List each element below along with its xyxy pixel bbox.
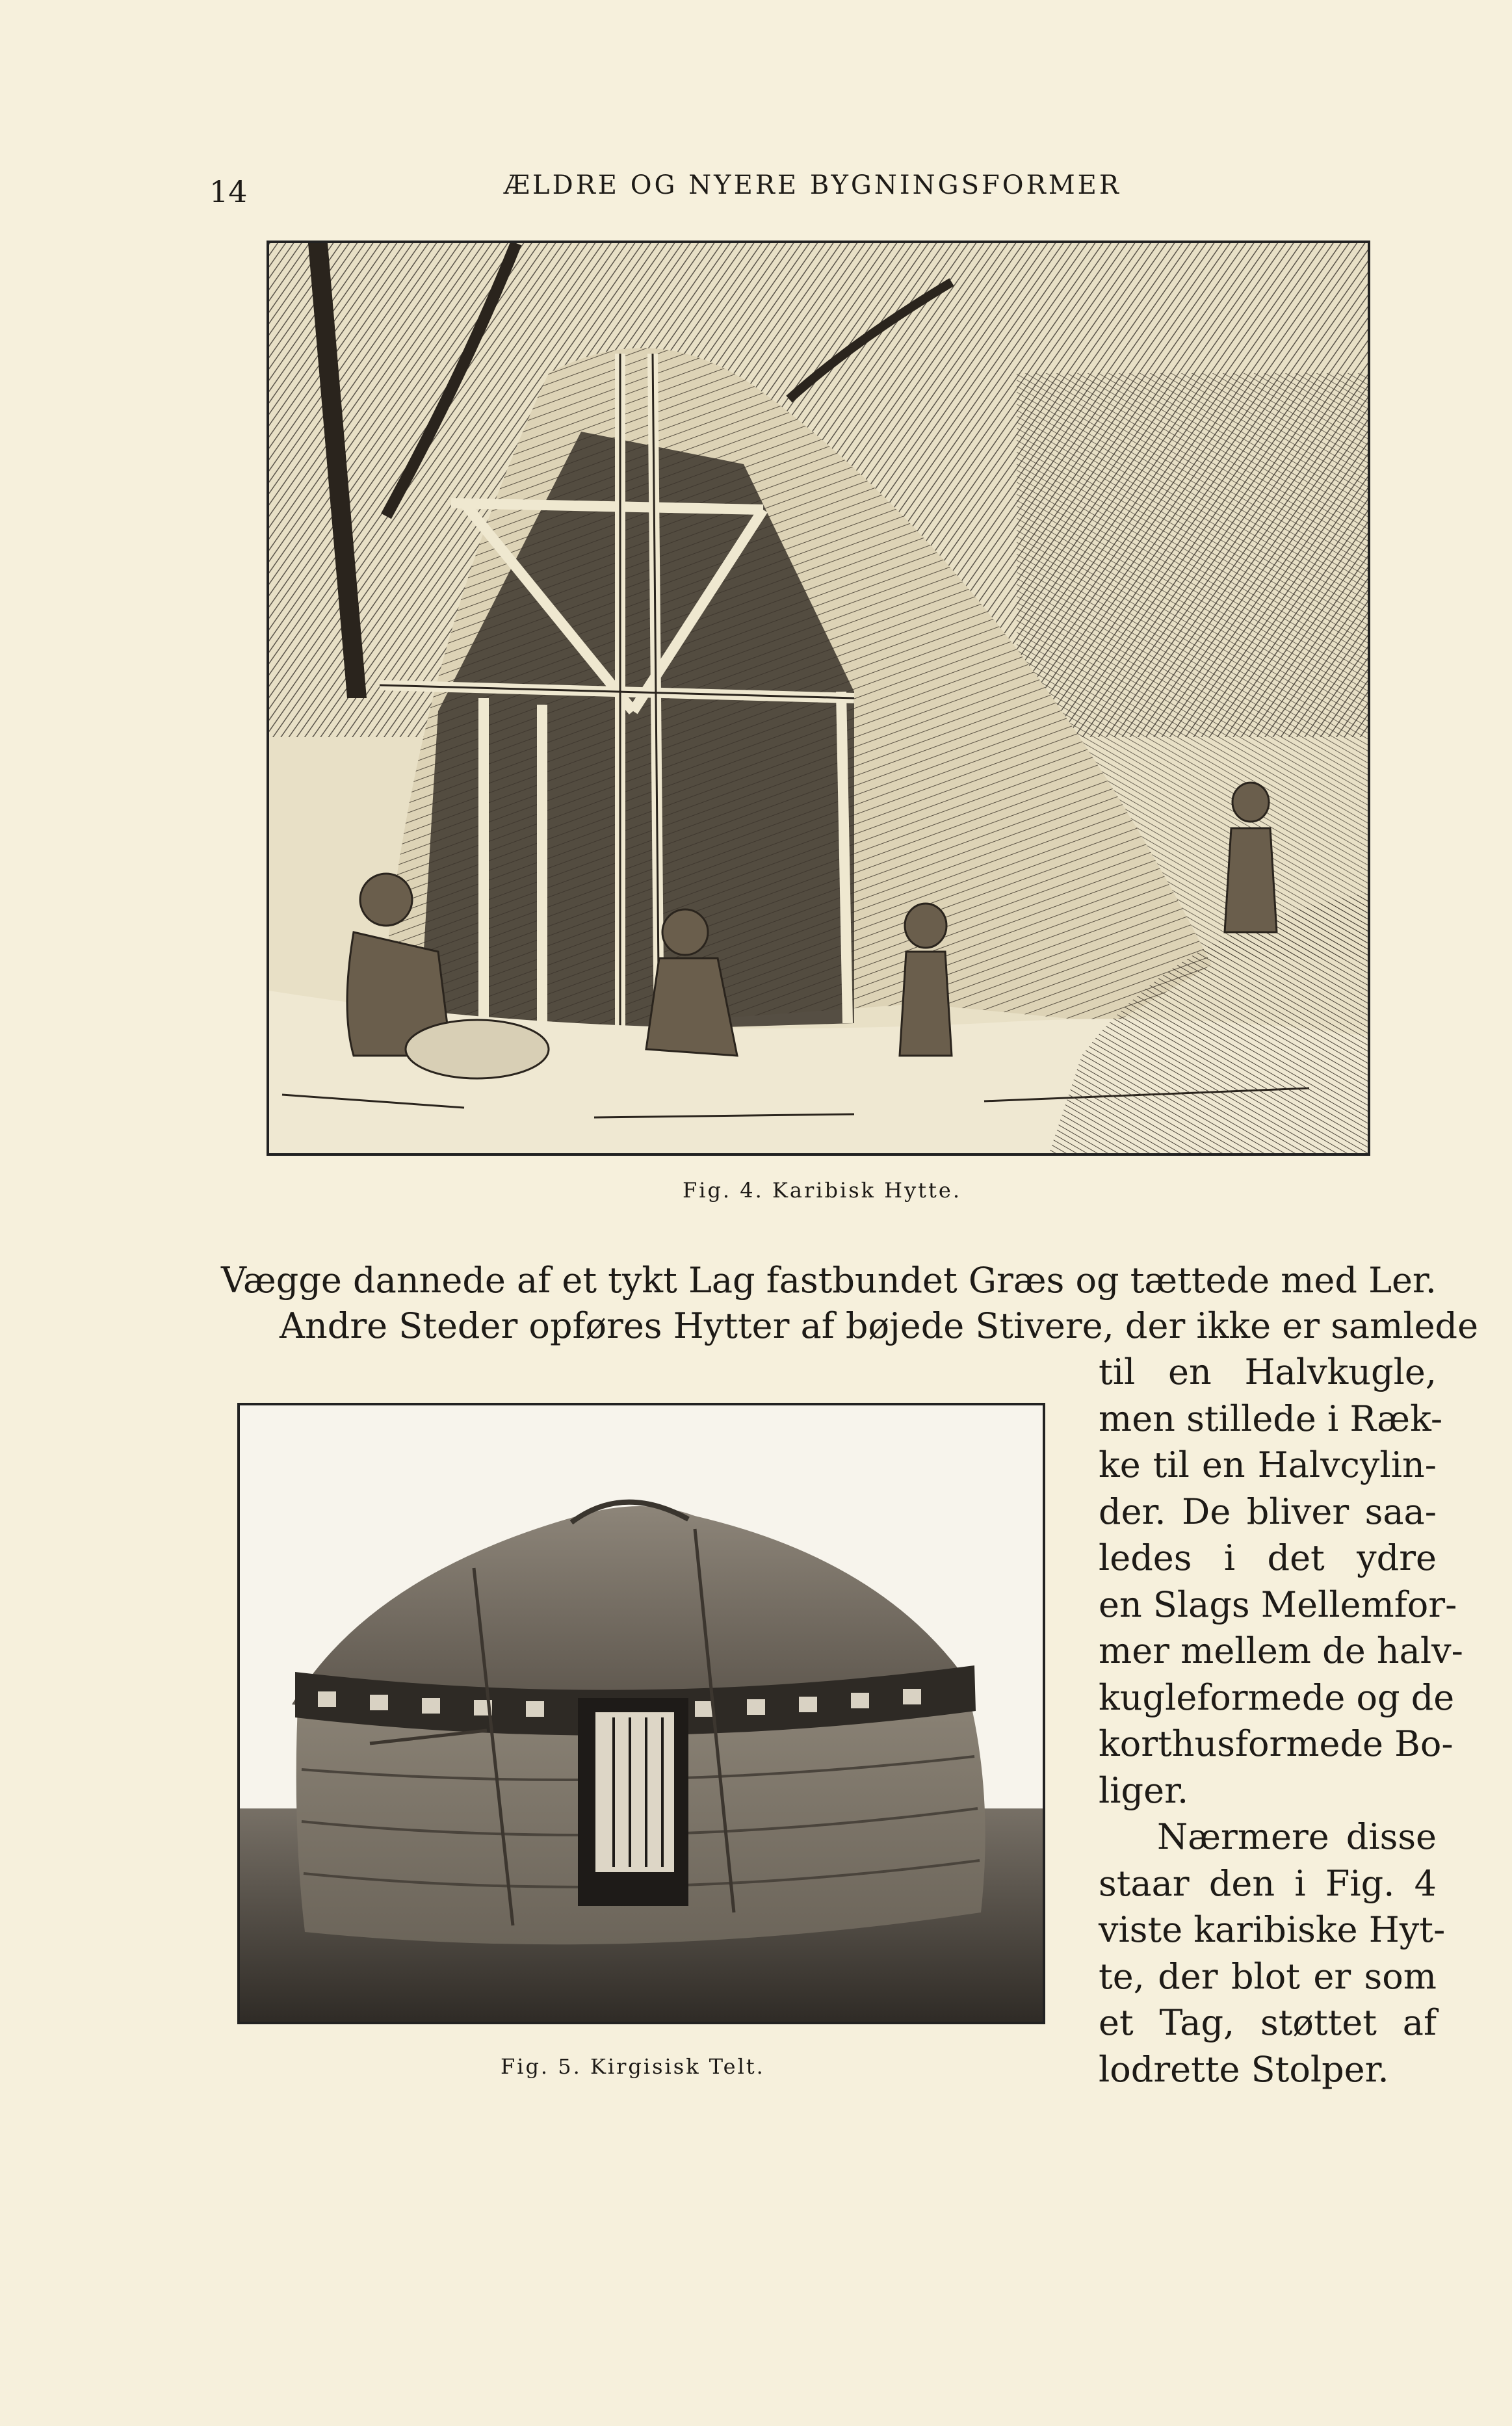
column-line: til en Halvkugle, (1099, 1351, 1437, 1392)
column-line: te, der blot er som (1099, 1955, 1437, 1997)
column-line: mer mellem de halv- (1099, 1630, 1463, 1671)
body-text-column (1099, 1349, 1463, 2093)
column-line: staar den i Fig. 4 (1099, 1862, 1437, 1904)
running-title: ÆLDRE OG NYERE BYGNINGSFORMER (504, 170, 1121, 200)
column-line: ke til en Halvcylin- (1099, 1444, 1437, 1485)
column-line: ledes i det ydre (1099, 1537, 1437, 1578)
column-line: liger. (1099, 1769, 1189, 1811)
column-line: Nærmere disse (1157, 1816, 1437, 1857)
column-line: en Slags Mellemfor- (1099, 1584, 1457, 1625)
column-line: et Tag, støttet af (1099, 2002, 1437, 2043)
page-number: 14 (209, 174, 248, 209)
column-line: korthusformede Bo- (1099, 1723, 1453, 1764)
figure-4-hut-engraving (267, 241, 1370, 1156)
column-line: lodrette Stolper. (1099, 2048, 1389, 2090)
column-line: kugleformede og de (1099, 1676, 1455, 1718)
column-line: der. De bliver saa- (1099, 1491, 1437, 1532)
column-line: men stillede i Ræk- (1099, 1398, 1443, 1439)
column-line: viste karibiske Hyt- (1099, 1909, 1446, 1950)
figure-4-caption: Fig. 4. Karibisk Hytte. (683, 1178, 961, 1203)
figure-5-caption: Fig. 5. Kirgisisk Telt. (501, 2054, 765, 2079)
figure-5-yurt-photo (237, 1403, 1045, 2024)
body-text-line-1: Vægge dannede af et tykt Lag fastbundet Græs og tættede med Ler. (221, 1260, 1437, 1301)
body-text-line-2: Andre Steder opføres Hytter af bøjede Stivere, der ikke er samlede (280, 1305, 1479, 1346)
